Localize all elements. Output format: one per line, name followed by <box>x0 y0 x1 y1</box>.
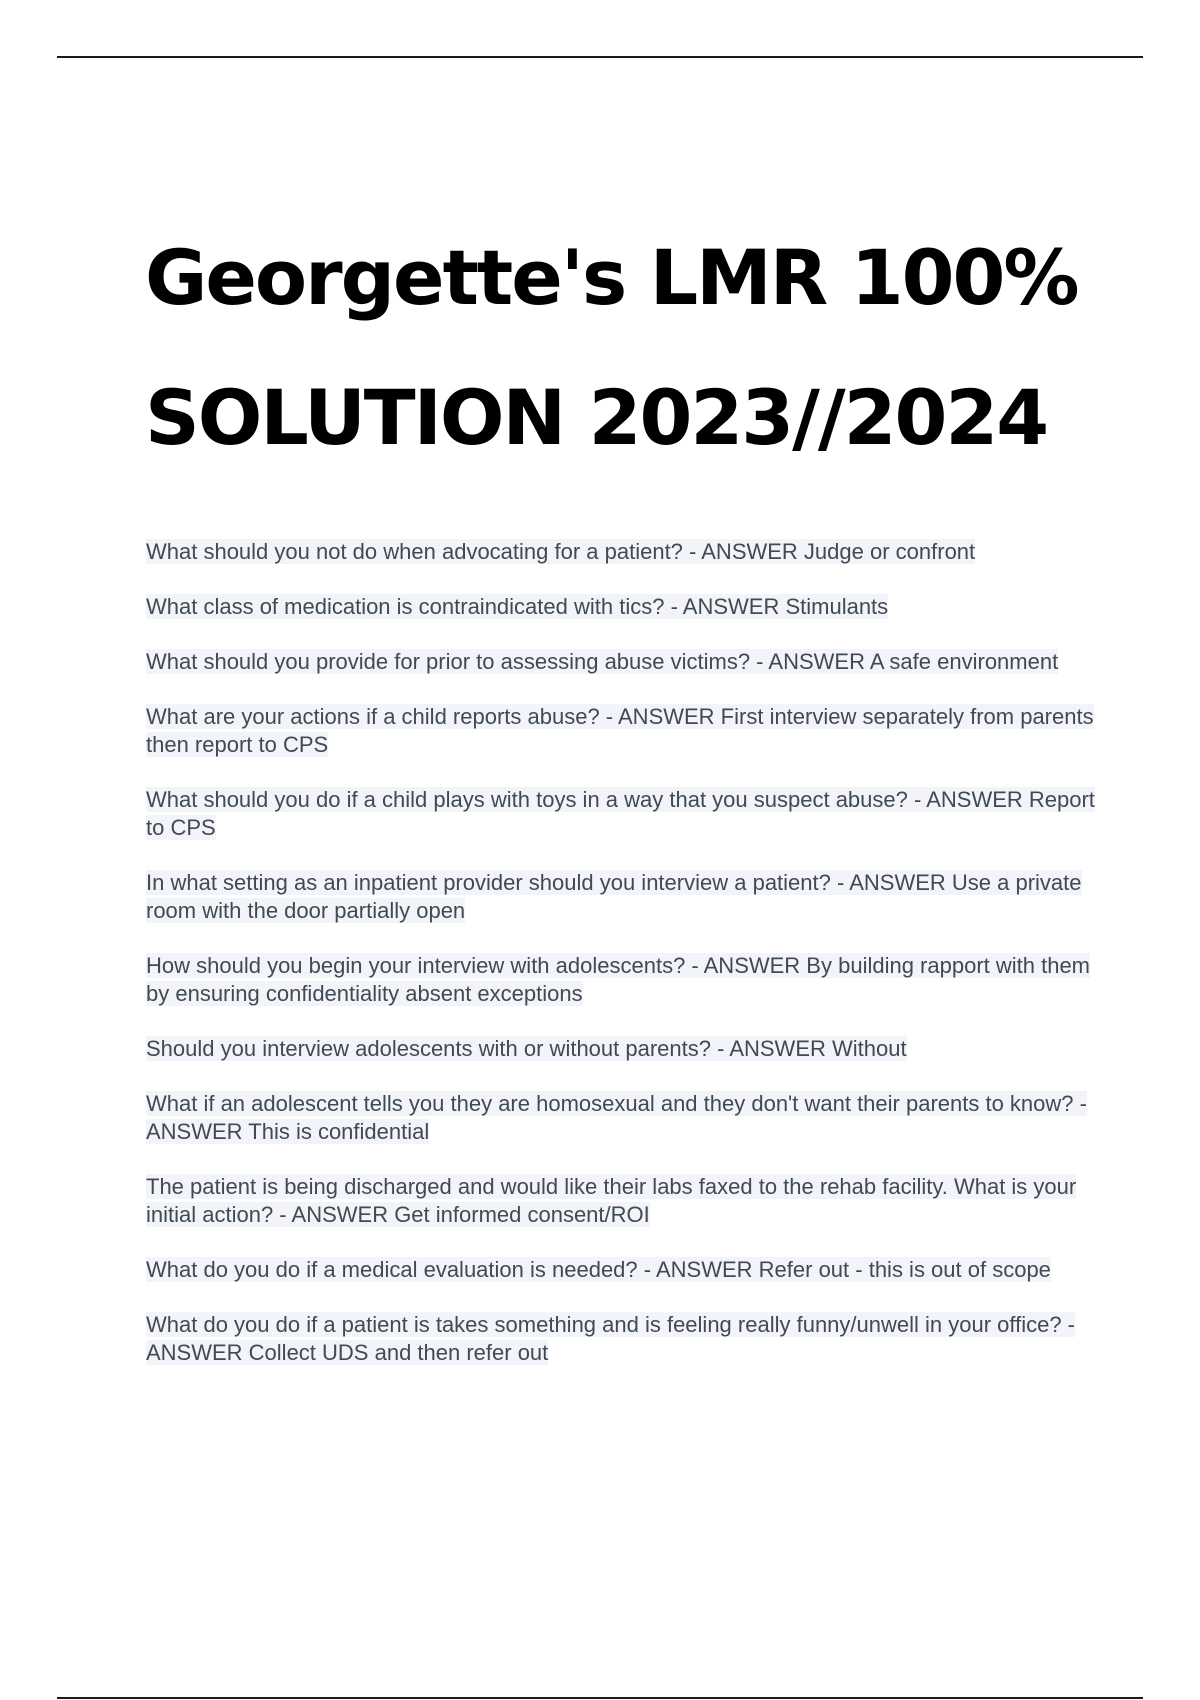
top-rule <box>57 56 1143 58</box>
qa-text: The patient is being discharged and would like their labs faxed to the rehab facility. What is your initial action? - ANSWER Get informed consent/ROI <box>146 1174 1077 1227</box>
qa-text: What should you do if a child plays with toys in a way that you suspect abuse? - ANSWER Report to CPS <box>146 787 1095 840</box>
qa-text: What do you do if a medical evaluation is needed? - ANSWER Refer out - this is out of scope <box>146 1257 1051 1282</box>
qa-item <box>146 1173 1096 1229</box>
qa-item <box>146 538 1096 566</box>
title-line-2: SOLUTION 2023//2024 <box>145 373 1048 462</box>
qa-text: What class of medication is contraindicated with tics? - ANSWER Stimulants <box>146 594 889 619</box>
qa-item <box>146 703 1096 759</box>
qa-text: What are your actions if a child reports abuse? - ANSWER First interview separately from parents then report to CPS <box>146 704 1094 757</box>
qa-text: What if an adolescent tells you they are homosexual and they don't want their parents to know? - ANSWER This is confidential <box>146 1091 1087 1144</box>
qa-item <box>146 786 1096 842</box>
qa-item <box>146 952 1096 1008</box>
qa-text: Should you interview adolescents with or without parents? - ANSWER Without <box>146 1036 907 1061</box>
qa-item <box>146 1035 1096 1063</box>
qa-text: What should you provide for prior to assessing abuse victims? - ANSWER A safe environment <box>146 649 1059 674</box>
bottom-rule <box>57 1697 1143 1699</box>
qa-text: What should you not do when advocating for a patient? - ANSWER Judge or confront <box>146 539 976 564</box>
qa-text: What do you do if a patient is takes something and is feeling really funny/unwell in your office? - ANSWER Collect UDS and then refer out <box>146 1312 1076 1365</box>
qa-item <box>146 648 1096 676</box>
qa-text: In what setting as an inpatient provider should you interview a patient? - ANSWER Use a private room with the door partially open <box>146 870 1082 923</box>
qa-item <box>146 1311 1096 1367</box>
qa-item <box>146 869 1096 925</box>
qa-item <box>146 593 1096 621</box>
document-title <box>145 208 1145 488</box>
title-line-1: Georgette's LMR 100% <box>145 233 1078 322</box>
qa-item <box>146 1090 1096 1146</box>
qa-list <box>146 538 1096 1394</box>
qa-item <box>146 1256 1096 1284</box>
qa-text: How should you begin your interview with adolescents? - ANSWER By building rapport with them by ensuring confidentiality absent exceptions <box>146 953 1091 1006</box>
